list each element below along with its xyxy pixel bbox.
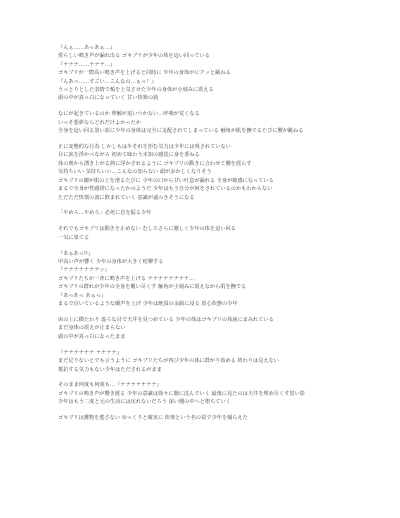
paragraph-8	[58, 349, 400, 374]
text-line: うっとりとした表情で頬を上気させた少年の身体が小刻みに震える	[58, 87, 214, 94]
paragraph-4	[58, 209, 400, 217]
paragraph-7	[58, 316, 400, 341]
text-line: 全身を這い回る黒い影に少年の身体は完全に支配されてしまっている 触角が肌を撫でるたびに腰が跳ねる	[58, 128, 304, 135]
text-line: 甲高い声が響く 少年の身体が大きく痙攣する	[58, 259, 164, 266]
text-line: 床の上に横たわり 虚ろな目で天井を見つめている 少年の体はゴキブリの体液にまみれている	[58, 316, 274, 323]
text-line: いっそ悪夢ならどれだけよかったか	[58, 119, 142, 126]
text-line: 目に涙を浮かべながら 初めて味わう未知の感覚に身を委ねる	[58, 152, 200, 159]
text-line: 『ナナナナナナナッ』	[58, 267, 110, 274]
paragraph-9	[58, 381, 400, 406]
text-line: ゴキブリの群れが少年の全身を覆い尽くす 触角が小刻みに震えながら肌を撫でる	[58, 284, 247, 291]
text-line: 抵抗する気力もない少年はただされるがまま	[58, 366, 162, 373]
text-line: ゴキブリの鳴き声が響き渡る 少年の意識は徐々に闇に沈んでいく 最後に見たのは天井を埋め尽くす黒い影	[58, 390, 305, 397]
paragraph-6	[58, 250, 400, 309]
text-line: 『んぁ……あっあぁ…』	[58, 45, 115, 51]
text-line: ゴキブリが一際高い鳴き声を上げると同時に 少年の身体がビクッと跳ねる	[58, 70, 231, 77]
text-line: 一気に果てる	[58, 234, 90, 241]
paragraph-2	[58, 110, 400, 135]
paragraph-5	[58, 225, 400, 242]
text-line: ゴキブリは獲物を逃さない ゆっくりと確実に 快楽という名の罠で少年を捕らえた	[58, 415, 248, 422]
text-line: ゴキブリの脚が肌の上を滑るたびに 少年の口から甘い吐息が漏れる 全身が敏感になっている	[58, 177, 274, 184]
text-line: 『ナナナナナナ ナナナナ』	[58, 349, 122, 356]
text-line: 愛らしい鳴き声が漏れ出る ゴキブリが少年の体を這い回っている	[58, 53, 210, 60]
paragraph-3	[58, 143, 400, 202]
text-line: そのまま何度も何度も…『ナナナナナナナ』	[58, 382, 162, 389]
text-line: 『んあっ……すごい…こんなの…ぁっ！』	[58, 78, 157, 85]
text-line: 頭の中が真っ白になっていく 甘い快楽の渦	[58, 95, 159, 102]
text-line: 頭の中が真っ白になったまま	[58, 333, 126, 340]
text-line: 『ナナナ……ナナナ…』	[58, 61, 116, 68]
text-line: まるで全身が性感帯になったかのようだ 少年はもう自分が何をされているのかもわからない	[58, 186, 273, 193]
paragraph-1	[58, 44, 400, 103]
text-line: ゴキブリたちが一斉に鳴き声を上げる ナナナナナナナナ…	[58, 275, 195, 282]
text-line: 体の奥から湧き上がる熱に浮かされるように ゴキブリの動きに合わせて腰を揺らす	[58, 160, 252, 167]
text-line: まだ足りないとでも言うように ゴキブリたちが再び少年の体に群がり始める 終わりは見えない	[58, 358, 279, 365]
text-line: 『あっあっ あぁっ』	[58, 292, 107, 299]
text-line: それでもゴキブリは動きを止めない むしろさらに激しく少年の体を這い回る	[58, 226, 236, 233]
text-line: なにが起きているのか 理解が追いつかない…呼吸が荒くなる	[58, 111, 200, 118]
text-line: 気持ちいい 気持ちいい…こんなの知らない 頭がおかしくなりそう	[58, 169, 212, 176]
text-line: まだ身体の震えが止まらない	[58, 325, 126, 332]
text-line: ただただ快楽の波に飲まれていく 意識が遠のきそうになる	[58, 194, 195, 201]
text-line: 『あぁあっ!!』	[58, 250, 94, 257]
paragraph-10	[58, 414, 400, 422]
text-line: まるで泣いているような嬌声を上げ 少年は絶頂の余韻に浸る 放心状態の少年	[58, 301, 238, 308]
text-line: 「やめろ…やめろ」必死に首を振る少年	[58, 210, 152, 217]
text-line: 正に変態的な行為 しかしもはやそれを拒む気力は少年には残されていない	[58, 144, 231, 151]
text-line: 少年はもう二度と元の生活には戻れないだろう 深い闇の中へと堕ちていく	[58, 399, 231, 406]
